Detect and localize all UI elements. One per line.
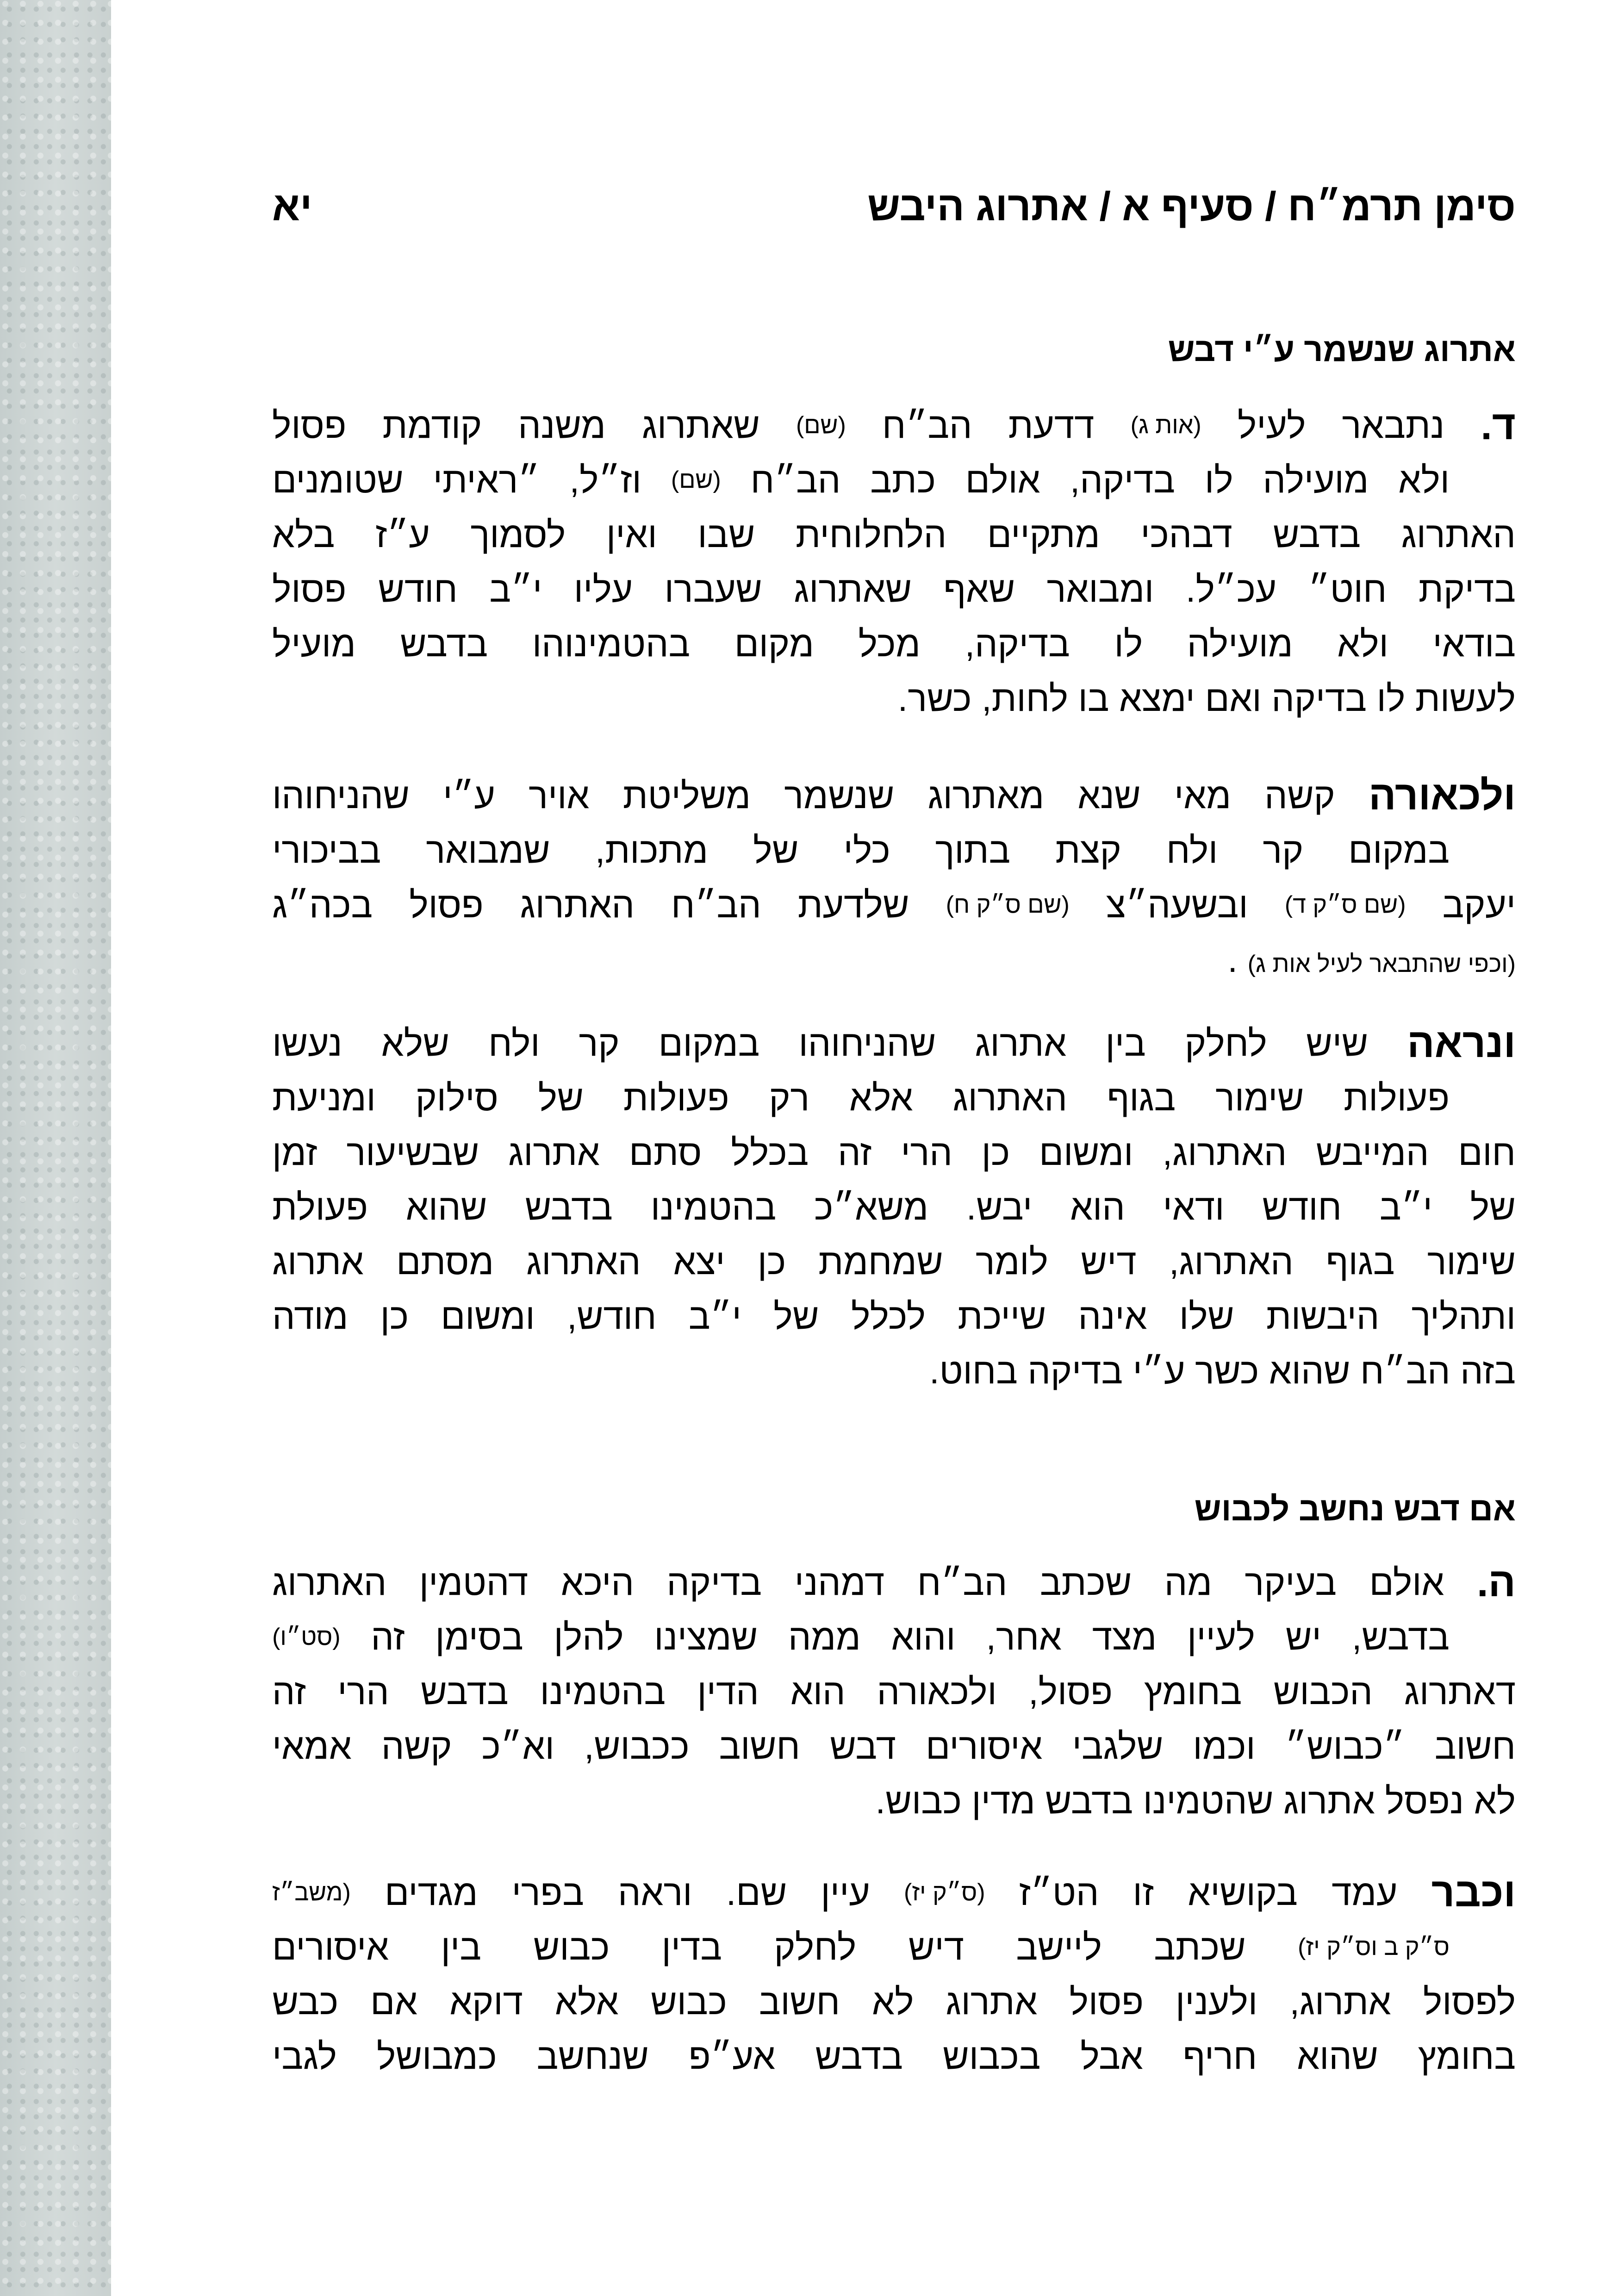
- word: חוט״: [1308, 569, 1387, 610]
- word: מסתם: [396, 1241, 494, 1282]
- word: ע״י: [443, 775, 495, 816]
- text-line: [272, 1974, 1516, 2029]
- source-reference: (משב״ז: [272, 1879, 351, 1906]
- word: האתרוג: [1401, 514, 1516, 555]
- word: שייכת: [958, 1296, 1046, 1337]
- word: דבהכי: [1140, 514, 1232, 555]
- word: שכתב: [1154, 1927, 1246, 1967]
- word: שנחשב: [536, 2036, 649, 2077]
- word: שלדעת: [797, 884, 909, 925]
- word: זה: [838, 1132, 872, 1173]
- word: ומבואר: [1046, 569, 1154, 610]
- word: ותהליך: [1411, 1296, 1516, 1337]
- word: שיש: [1306, 1023, 1369, 1064]
- word: קצת: [1055, 830, 1121, 871]
- word: פעולת: [272, 1187, 368, 1227]
- word: היכא: [560, 1562, 634, 1603]
- word: כן: [981, 1132, 1010, 1173]
- word: אמאי: [272, 1726, 352, 1767]
- word: שאתרוג: [794, 569, 912, 610]
- word: חודש,: [567, 1296, 657, 1337]
- word: האתרוג: [520, 884, 635, 925]
- word: אתרוג: [272, 1241, 364, 1282]
- word: שהניחוהו: [272, 775, 410, 816]
- word: אלא: [554, 1981, 619, 2022]
- word: אע״פ: [688, 2036, 776, 2077]
- word: בהטמינו: [540, 1671, 666, 1712]
- word: שימור: [1215, 1077, 1304, 1118]
- word: נעשו: [272, 1023, 342, 1064]
- word: שבו: [697, 514, 755, 555]
- word: י״ב: [1379, 1187, 1432, 1227]
- word: לחלק: [1185, 1023, 1267, 1064]
- word: לסמוך: [470, 514, 566, 555]
- text-segment: יעקב: [1442, 884, 1516, 925]
- word: הט״ז: [1019, 1872, 1099, 1913]
- word: רק: [769, 1077, 810, 1118]
- text-line: [272, 1180, 1516, 1234]
- word: קשה: [1264, 775, 1335, 816]
- word: מודה: [272, 1296, 348, 1337]
- word: לו: [1205, 460, 1233, 500]
- word: ככבוש,: [584, 1726, 690, 1767]
- word: הוא: [790, 1671, 846, 1712]
- word: אולם: [965, 460, 1040, 500]
- paragraph-lead-word: ונראה: [1407, 1020, 1516, 1066]
- text-line: [272, 671, 1516, 726]
- word: עמד: [1332, 1872, 1398, 1913]
- word: שימור: [1427, 1241, 1516, 1282]
- word: ומשום: [441, 1296, 535, 1337]
- word: אולם: [1369, 1562, 1444, 1603]
- word: בכבוש: [942, 2036, 1041, 2077]
- word: מכל: [858, 623, 921, 664]
- word: ואין: [606, 514, 657, 555]
- source-reference: (שם): [671, 467, 721, 493]
- paragraph: [272, 1016, 1516, 1398]
- word: אתרוג: [946, 1981, 1038, 2022]
- word: שנא: [1077, 775, 1141, 816]
- running-header-title: סימן תרמ״ח / סעיף א / אתרוג היבש: [867, 183, 1516, 229]
- word: שמצינו: [654, 1617, 758, 1657]
- text-line: [272, 453, 1450, 507]
- word: אתרוג: [508, 1132, 600, 1173]
- word: מועילה: [1187, 623, 1293, 664]
- word: איסורים: [272, 1927, 389, 1967]
- word: בגוף: [1326, 1241, 1395, 1282]
- word: זמן: [272, 1132, 317, 1173]
- word: שעברו: [664, 569, 762, 610]
- text-line: [272, 1719, 1516, 1773]
- word: דבש: [830, 1726, 896, 1767]
- word: עכ״ל.: [1185, 569, 1277, 610]
- word: בתוך: [935, 830, 1011, 871]
- word: ״כבוש״: [1285, 1726, 1405, 1767]
- text-segment: ובשעה״צ: [1106, 884, 1248, 925]
- word: בדבש: [815, 2036, 903, 2077]
- paragraph-lead-word: ולכאורה: [1369, 772, 1516, 818]
- word: יש: [1285, 1617, 1321, 1657]
- word: שנשמר: [784, 775, 895, 816]
- word: בכה״ג: [272, 884, 373, 925]
- word: סתם: [629, 1132, 702, 1173]
- word: דיש: [1081, 1241, 1137, 1282]
- paragraph: [272, 398, 1516, 726]
- source-reference: (שם): [796, 412, 846, 439]
- text-line: [272, 2029, 1516, 2084]
- word: לעיל: [1237, 405, 1306, 446]
- word: הדין: [697, 1671, 759, 1712]
- source-reference: (ס״ק יז): [904, 1879, 985, 1906]
- word: בדבש: [525, 1187, 613, 1227]
- word: שהניחוהו: [798, 1023, 936, 1064]
- word: י״ב: [489, 569, 542, 610]
- word: שמחמת: [818, 1241, 943, 1282]
- word: חשוב: [759, 1981, 840, 2022]
- word: חודש: [1262, 1187, 1342, 1227]
- word: כתב: [870, 460, 936, 500]
- word: ומשום: [1039, 1132, 1133, 1173]
- text-segment: לא נפסל אתרוג שהטמינו בדבש מדין כבוש.: [875, 1780, 1516, 1821]
- word: קשה: [381, 1726, 452, 1767]
- word: מאתרוג: [927, 775, 1045, 816]
- word: פעולות: [623, 1077, 729, 1118]
- word: הב״ח: [882, 405, 972, 446]
- word: בדיקה: [666, 1562, 762, 1603]
- word: בפרי: [511, 1872, 584, 1913]
- word: פסול: [409, 884, 484, 925]
- source-reference: (שם ס״ק ד): [1284, 891, 1406, 918]
- word: אבל: [1080, 2036, 1143, 2077]
- word: בדין: [661, 1927, 722, 1967]
- source-reference: ס״ק ב וס״ק יז): [1298, 1934, 1450, 1960]
- word: הכבוש: [1273, 1671, 1373, 1712]
- word: לא: [872, 1981, 914, 2022]
- word: כבש: [272, 1981, 339, 2022]
- text-line: [272, 877, 1516, 932]
- word: שאף: [943, 569, 1015, 610]
- word: ולא: [1398, 460, 1450, 500]
- word: לומר: [975, 1241, 1048, 1282]
- text-line: [272, 1289, 1516, 1344]
- word: אינה: [1078, 1296, 1147, 1337]
- word: שהוא: [405, 1187, 487, 1227]
- text-line: [272, 932, 1516, 987]
- text-segment: .: [1227, 939, 1238, 980]
- word: בדבש: [1273, 514, 1361, 555]
- word: יבש.: [966, 1187, 1033, 1227]
- word: בלא: [272, 514, 335, 555]
- word: בדיקה,: [1070, 460, 1176, 500]
- word: בחומץ: [1418, 2036, 1516, 2077]
- word: בסימן: [435, 1617, 523, 1657]
- word: לכלל: [851, 1296, 926, 1337]
- word: פעולות: [1344, 1077, 1450, 1118]
- word: משנה: [518, 405, 606, 446]
- word: לגבי: [272, 2036, 337, 2077]
- word: וא״כ: [481, 1726, 554, 1767]
- source-reference: (וכפי שהתבאר לעיל אות ג): [1247, 951, 1516, 977]
- word: חודש: [378, 569, 458, 610]
- word: הוא: [1070, 1187, 1125, 1227]
- word: מועילה: [1263, 460, 1369, 500]
- paragraph: [272, 768, 1516, 987]
- word: בביכורי: [272, 830, 381, 871]
- text-line: [272, 1234, 1516, 1289]
- source-reference: (שם ס״ק ח): [946, 891, 1070, 918]
- word: בודאי: [1432, 623, 1516, 664]
- word: איסורים: [926, 1726, 1043, 1767]
- word: של: [1470, 1187, 1516, 1227]
- text-line: [272, 1070, 1450, 1125]
- textured-margin-band: [0, 0, 111, 2296]
- word: שלו: [1179, 1296, 1234, 1337]
- word: שלגבי: [1072, 1726, 1164, 1767]
- word: בהטמינוהו: [532, 623, 691, 664]
- word: בהטמינו: [650, 1187, 777, 1227]
- paragraph: [272, 1555, 1516, 1828]
- section-heading: אתרוג שנשמר ע״י דבש: [1168, 331, 1516, 368]
- word: האתרוג,: [1169, 1241, 1294, 1282]
- word: של: [753, 830, 799, 871]
- paragraph-lead-word: ד.: [1481, 402, 1516, 448]
- word: שם.: [726, 1872, 787, 1913]
- word: שאתרוג: [642, 405, 760, 446]
- word: בקושיא: [1188, 1872, 1298, 1913]
- word: עיין: [821, 1872, 870, 1913]
- text-line: [272, 507, 1516, 562]
- word: לחלק: [774, 1927, 857, 1967]
- word: הלחלוחית: [796, 514, 947, 555]
- word: ממה: [788, 1617, 861, 1657]
- word: וז״ל,: [569, 460, 641, 500]
- word: מתקיים: [987, 514, 1100, 555]
- word: דדעת: [1008, 405, 1095, 446]
- word: נתבאר: [1342, 405, 1445, 446]
- word: כבוש: [650, 1981, 727, 2022]
- word: משליטת: [622, 775, 751, 816]
- word: ולח: [488, 1023, 540, 1064]
- page-number: יא: [272, 183, 312, 229]
- word: ודאי: [1163, 1187, 1225, 1227]
- text-line: [272, 823, 1450, 877]
- word: אויר: [529, 775, 590, 816]
- text-line: [272, 562, 1516, 616]
- word: הרי: [901, 1132, 952, 1173]
- paragraph: [272, 1865, 1516, 2084]
- word: בדיקה,: [965, 623, 1070, 664]
- word: ומניעת: [272, 1077, 376, 1118]
- word: דהטמין: [419, 1562, 529, 1603]
- word: הב״ח: [917, 1562, 1008, 1603]
- word: פסול: [272, 405, 347, 446]
- word: שהוא: [1297, 2036, 1378, 2077]
- paragraph-lead-word: וכבר: [1431, 1869, 1516, 1915]
- word: סילוק: [415, 1077, 498, 1118]
- word: דאתרוג: [1404, 1671, 1516, 1712]
- word: מגדים: [385, 1872, 478, 1913]
- word: ״ראיתי: [433, 460, 540, 500]
- source-reference: (סט״ו): [272, 1624, 341, 1650]
- word: אחר,: [986, 1617, 1062, 1657]
- word: י״ב: [688, 1296, 741, 1337]
- word: במקום: [658, 1023, 760, 1064]
- word: וראה: [618, 1872, 692, 1913]
- word: הב״ח: [750, 460, 841, 500]
- text-line: [272, 1865, 1516, 1920]
- word: פסול: [1069, 1981, 1144, 2022]
- text-line: [272, 616, 1516, 671]
- word: קודמת: [382, 405, 482, 446]
- word: חשוב: [1434, 1726, 1516, 1767]
- word: לעיין: [1187, 1617, 1255, 1657]
- word: חריף: [1182, 2036, 1257, 2077]
- word: כבוש: [533, 1927, 610, 1967]
- word: בדיקת: [1418, 569, 1516, 610]
- word: בחומץ: [1144, 1671, 1242, 1712]
- word: של: [773, 1296, 819, 1337]
- word: ולענין: [1176, 1981, 1258, 2022]
- word: האתרוג: [952, 1077, 1067, 1118]
- word: קר: [1263, 830, 1304, 871]
- word: הב״ח: [671, 884, 761, 925]
- word: חום: [1458, 1132, 1516, 1173]
- word: כמבושל: [376, 2036, 497, 2077]
- text-line: [272, 1610, 1450, 1664]
- word: שבשיעור: [346, 1132, 479, 1173]
- word: בין: [1105, 1023, 1146, 1064]
- word: אם: [370, 1981, 418, 2022]
- word: דיש: [908, 1927, 964, 1967]
- word: קר: [579, 1023, 620, 1064]
- word: מועיל: [272, 623, 356, 664]
- word: ע״ז: [375, 514, 430, 555]
- word: שמבואר: [426, 830, 550, 871]
- word: וכמו: [1193, 1726, 1256, 1767]
- word: בדבש,: [1351, 1617, 1450, 1657]
- word: הרי: [337, 1671, 389, 1712]
- word: שטומנים: [272, 460, 404, 500]
- word: לפסול: [1423, 1981, 1516, 2022]
- word: שלא: [381, 1023, 449, 1064]
- text-line: [272, 1664, 1516, 1719]
- word: בדבש: [420, 1671, 509, 1712]
- text-line: [272, 1773, 1516, 1828]
- text-segment: בזה הב״ח שהוא כשר ע״י בדיקה בחוט.: [929, 1350, 1516, 1391]
- word: מצד: [1092, 1617, 1157, 1657]
- word: להלן: [554, 1617, 624, 1657]
- word: האתרוג: [526, 1241, 641, 1282]
- word: והוא: [891, 1617, 956, 1657]
- word: האתרוג,: [1162, 1132, 1287, 1173]
- word: זה: [272, 1671, 306, 1712]
- paragraph-lead-word: ה.: [1477, 1559, 1516, 1605]
- text-line: [272, 398, 1516, 453]
- section-heading: אם דבש נחשב לכבוש: [1194, 1491, 1516, 1528]
- word: זה: [371, 1617, 405, 1657]
- word: פסול: [272, 569, 347, 610]
- word: בגוף: [1107, 1077, 1176, 1118]
- word: אלא: [849, 1077, 913, 1118]
- word: ליישב: [1016, 1927, 1102, 1967]
- text-line: [272, 1016, 1516, 1070]
- source-reference: (אות ג): [1130, 412, 1201, 439]
- word: האתרוג: [272, 1562, 387, 1603]
- word: במקום: [1348, 830, 1450, 871]
- word: שכתב: [1039, 1562, 1132, 1603]
- word: עליו: [573, 569, 633, 610]
- word: כלי: [843, 830, 890, 871]
- word: אתרוג,: [1289, 1981, 1391, 2022]
- word: משא״כ: [814, 1187, 928, 1227]
- word: דוקא: [449, 1981, 523, 2022]
- word: מקום: [734, 623, 814, 664]
- text-line: [272, 768, 1516, 823]
- word: בכלל: [731, 1132, 809, 1173]
- word: כן: [380, 1296, 409, 1337]
- word: מאי: [1174, 775, 1231, 816]
- word: לו: [1114, 623, 1143, 664]
- word: פסול,: [1028, 1671, 1113, 1712]
- word: המייבש: [1316, 1132, 1429, 1173]
- word: זו: [1133, 1872, 1154, 1913]
- text-line: [272, 1555, 1516, 1610]
- text-segment: לעשות לו בדיקה ואם ימצא בו לחות, כשר.: [897, 678, 1516, 719]
- word: בעיקר: [1245, 1562, 1337, 1603]
- word: אתרוג: [975, 1023, 1067, 1064]
- word: מה: [1164, 1562, 1212, 1603]
- word: יצא: [673, 1241, 725, 1282]
- text-line: [272, 1344, 1516, 1398]
- word: ולכאורה: [877, 1671, 997, 1712]
- word: של: [538, 1077, 584, 1118]
- word: דמהני: [794, 1562, 885, 1603]
- word: ולח: [1166, 830, 1218, 871]
- word: מתכות,: [595, 830, 708, 871]
- text-line: [272, 1920, 1450, 1974]
- word: בין: [441, 1927, 481, 1967]
- word: היבשות: [1266, 1296, 1380, 1337]
- word: בדבש: [400, 623, 488, 664]
- text-line: [272, 1125, 1516, 1180]
- word: חשוב: [719, 1726, 800, 1767]
- word: ולא: [1337, 623, 1388, 664]
- word: כן: [757, 1241, 786, 1282]
